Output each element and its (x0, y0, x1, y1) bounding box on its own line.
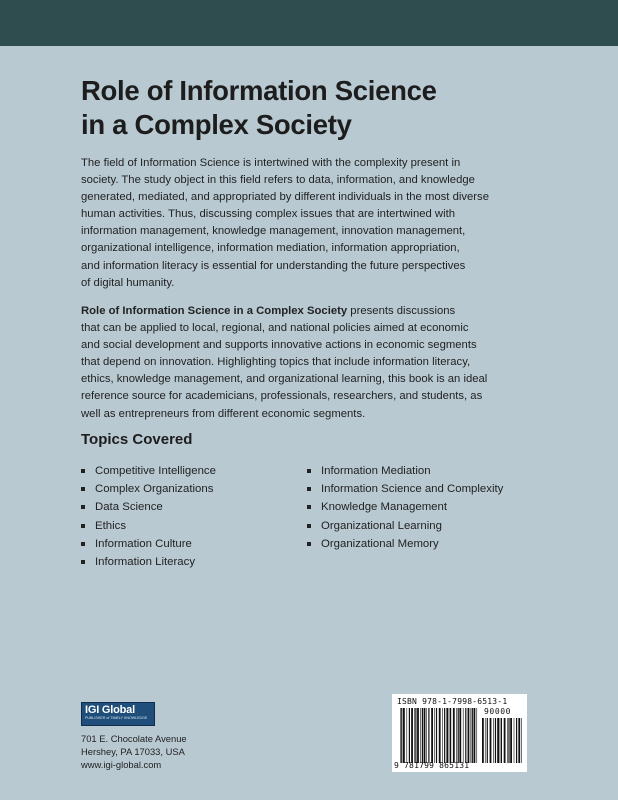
title-line-1: Role of Information Science (81, 75, 437, 106)
topics-heading: Topics Covered (81, 431, 193, 448)
topic-item (81, 553, 216, 571)
title-line-2: in a Complex Society (81, 109, 352, 140)
topics-list-right (307, 462, 503, 553)
p1-line: of digital humanity. (81, 276, 175, 289)
topic-item (307, 517, 503, 535)
p1-line: information management, knowledge management, innovation management, (81, 225, 466, 238)
topic-label: Competitive Intelligence (95, 465, 216, 477)
p1-line: human activities. Thus, discussing complex issues that are intertwined with (81, 208, 456, 221)
bullet-icon (81, 487, 85, 491)
topic-label: Organizational Memory (321, 537, 439, 550)
p1-line: organizational intelligence, information mediation, information appropriation, (81, 242, 460, 255)
topic-item (81, 498, 216, 516)
bullet-icon (307, 524, 311, 528)
topics-list-left (81, 462, 216, 571)
bullet-icon (81, 505, 85, 509)
bullet-icon (81, 542, 85, 546)
address-street: 701 E. Chocolate Avenue (81, 733, 187, 744)
bullet-icon (81, 560, 85, 564)
topic-item (307, 535, 503, 553)
barcode-addon-bars (482, 718, 522, 763)
topic-item (81, 517, 216, 535)
topic-label: Information Mediation (321, 465, 431, 477)
bullet-icon (307, 469, 311, 473)
p2-first-line (81, 303, 541, 320)
publisher-website-link[interactable]: www.igi-global.com (81, 759, 162, 770)
topic-item (81, 480, 216, 498)
bullet-icon (307, 487, 311, 491)
topic-item (307, 480, 503, 498)
p2-line: that depend on innovation. Highlighting topics that include information literacy, (81, 356, 471, 369)
logo-tagline: PUBLISHER of TIMELY KNOWLEDGE (85, 716, 148, 720)
topic-label: Data Science (95, 501, 163, 514)
p2-line: and social development and supports innovative actions in economic segments (81, 339, 477, 352)
topic-label: Information Literacy (95, 555, 196, 568)
top-color-band (0, 0, 618, 46)
barcode (392, 694, 527, 772)
p2-line: ethics, knowledge management, and organizational learning, this book is an ideal (81, 373, 488, 386)
p1-line: society. The study object in this field refers to data, information, and knowledge (81, 174, 475, 187)
topic-label: Organizational Learning (321, 519, 442, 532)
isbn-label: ISBN 978-1-7998-6513-1 (397, 697, 508, 706)
publisher-address (81, 732, 187, 771)
p2-line1-rest: presents discussions (347, 305, 456, 317)
p1-line: The field of Information Science is intertwined with the complexity present in (81, 157, 461, 169)
book-title (81, 74, 541, 142)
p1-line: and information literacy is essential for understanding the future perspectives (81, 259, 466, 272)
barcode-digits: 9 781799 865131 (394, 761, 470, 770)
topic-item (81, 535, 216, 553)
p2-line: reference source for academicians, professionals, researchers, and students, as (81, 390, 483, 403)
p2-line: well as entrepreneurs from different economic segments. (81, 407, 366, 420)
topic-item (307, 498, 503, 516)
description-paragraph-1 (81, 155, 541, 292)
logo-name: IGI Global (85, 704, 135, 716)
barcode-main-bars (400, 708, 478, 763)
bullet-icon (307, 542, 311, 546)
igi-global-logo (81, 702, 155, 726)
barcode-addon-number: 90000 (484, 707, 512, 716)
p2-bold-title: Role of Information Science in a Complex Society (81, 305, 348, 317)
topic-label: Knowledge Management (321, 501, 448, 514)
description-paragraph-2 (81, 303, 541, 423)
topic-label: Complex Organizations (95, 483, 214, 496)
topic-label: Ethics (95, 519, 127, 532)
p2-line: that can be applied to local, regional, and national policies aimed at economic (81, 322, 469, 335)
topic-item (81, 462, 216, 480)
bullet-icon (81, 469, 85, 473)
bullet-icon (81, 524, 85, 528)
publisher-block (81, 702, 187, 771)
bullet-icon (307, 505, 311, 509)
address-city: Hershey, PA 17033, USA (81, 746, 185, 757)
p1-line: generated, mediated, and appropriated by different individuals in the most diverse (81, 191, 489, 204)
topic-label: Information Science and Complexity (321, 483, 504, 496)
topic-label: Information Culture (95, 537, 192, 550)
topic-item (307, 462, 503, 480)
spine-edge-decoration (542, 46, 618, 800)
